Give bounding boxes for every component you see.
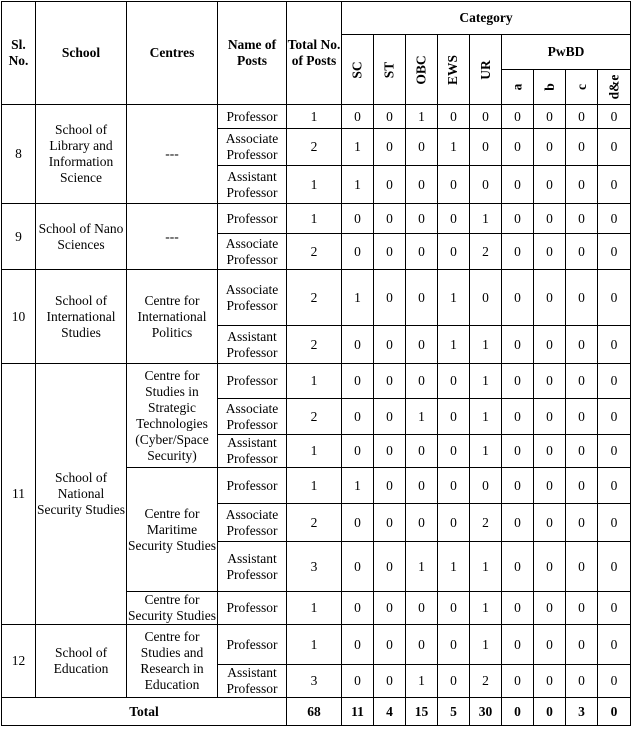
ur-cell: 0 bbox=[470, 105, 502, 129]
header-pwbd-de-label: d&e bbox=[606, 74, 622, 100]
header-pwbd-a-label: a bbox=[509, 83, 525, 91]
pwbd-a-cell: 0 bbox=[502, 625, 534, 665]
school-cell: School of Nano Sciences bbox=[36, 204, 127, 270]
pwbd-a-cell: 0 bbox=[502, 399, 534, 435]
total-posts-cell: 1 bbox=[287, 435, 342, 468]
sc-cell: 0 bbox=[342, 364, 374, 399]
st-cell: 0 bbox=[374, 665, 406, 698]
pwbd-c-cell: 0 bbox=[566, 326, 598, 364]
sc-cell: 0 bbox=[342, 204, 374, 234]
pwbd-a-cell: 0 bbox=[502, 592, 534, 625]
ews-cell: 1 bbox=[438, 270, 470, 326]
pwbd-b-cell: 0 bbox=[534, 364, 566, 399]
pwbd-c-cell: 0 bbox=[566, 129, 598, 166]
pwbd-b-cell: 0 bbox=[534, 326, 566, 364]
post-name-cell: Professor bbox=[218, 468, 287, 504]
st-cell: 0 bbox=[374, 625, 406, 665]
sl-no-cell: 10 bbox=[2, 270, 36, 364]
total-pwbd-c-cell: 3 bbox=[566, 698, 598, 726]
table-row bbox=[2, 625, 631, 665]
table-row bbox=[2, 105, 631, 129]
sl-no-cell: 8 bbox=[2, 105, 36, 204]
header-st bbox=[374, 35, 406, 105]
pwbd-b-cell: 0 bbox=[534, 504, 566, 542]
header-ur bbox=[470, 35, 502, 105]
pwbd-c-cell: 0 bbox=[566, 234, 598, 270]
pwbd-c-cell: 0 bbox=[566, 364, 598, 399]
sc-cell: 0 bbox=[342, 542, 374, 592]
pwbd-b-cell: 0 bbox=[534, 399, 566, 435]
pwbd-de-cell: 0 bbox=[598, 129, 631, 166]
posts-table bbox=[1, 1, 631, 726]
pwbd-b-cell: 0 bbox=[534, 234, 566, 270]
header-ews-label: EWS bbox=[445, 54, 461, 85]
table-row bbox=[2, 364, 631, 399]
sc-cell: 1 bbox=[342, 270, 374, 326]
table-body bbox=[2, 105, 631, 698]
st-cell: 0 bbox=[374, 105, 406, 129]
pwbd-c-cell: 0 bbox=[566, 592, 598, 625]
centre-cell: Centre for Security Studies bbox=[127, 592, 217, 623]
pwbd-b-cell: 0 bbox=[534, 105, 566, 129]
pwbd-a-cell: 0 bbox=[502, 468, 534, 504]
header-pwbd-b-label: b bbox=[541, 83, 557, 91]
sc-cell: 0 bbox=[342, 592, 374, 625]
obc-cell: 1 bbox=[406, 542, 438, 592]
pwbd-c-cell: 0 bbox=[566, 435, 598, 468]
total-ews-cell: 5 bbox=[438, 698, 470, 726]
header-total-posts: Total No. of Posts bbox=[287, 2, 342, 105]
centre-cell: Centre for International Politics bbox=[127, 270, 218, 364]
header-pwbd-c bbox=[566, 70, 598, 105]
sc-cell: 0 bbox=[342, 665, 374, 698]
pwbd-a-cell: 0 bbox=[502, 542, 534, 592]
header-centres: Centres bbox=[127, 2, 218, 105]
ews-cell: 1 bbox=[438, 326, 470, 364]
pwbd-de-cell: 0 bbox=[598, 542, 631, 592]
ews-cell: 0 bbox=[438, 435, 470, 468]
total-posts-cell: 1 bbox=[287, 105, 342, 129]
obc-cell: 0 bbox=[406, 625, 438, 665]
total-st-cell: 4 bbox=[374, 698, 406, 726]
sc-cell: 0 bbox=[342, 234, 374, 270]
header-ews bbox=[438, 35, 470, 105]
header-sc-label: SC bbox=[349, 60, 365, 79]
header-pwbd-b bbox=[534, 70, 566, 105]
school-cell: School of Library and Information Science bbox=[36, 105, 127, 204]
pwbd-a-cell: 0 bbox=[502, 105, 534, 129]
pwbd-de-cell: 0 bbox=[598, 468, 631, 504]
pwbd-a-cell: 0 bbox=[502, 504, 534, 542]
header-sl-no: Sl. No. bbox=[2, 2, 36, 105]
total-posts-cell: 3 bbox=[287, 542, 342, 592]
obc-cell: 0 bbox=[406, 435, 438, 468]
pwbd-c-cell: 0 bbox=[566, 625, 598, 665]
centre-cell: Centre for Studies in Strategic Technologies (Cyber/Space Security) bbox=[127, 364, 218, 468]
pwbd-a-cell: 0 bbox=[502, 270, 534, 326]
ur-cell: 1 bbox=[470, 542, 502, 592]
total-posts-cell: 1 bbox=[287, 364, 342, 399]
ews-cell: 0 bbox=[438, 364, 470, 399]
st-cell: 0 bbox=[374, 592, 406, 625]
total-ur-cell: 30 bbox=[470, 698, 502, 726]
ur-cell: 1 bbox=[470, 326, 502, 364]
obc-cell: 0 bbox=[406, 234, 438, 270]
ur-cell: 1 bbox=[470, 399, 502, 435]
sc-cell: 0 bbox=[342, 326, 374, 364]
pwbd-a-cell: 0 bbox=[502, 129, 534, 166]
ur-cell: 1 bbox=[470, 204, 502, 234]
sc-cell: 0 bbox=[342, 399, 374, 435]
pwbd-de-cell: 0 bbox=[598, 504, 631, 542]
total-posts-cell: 68 bbox=[287, 698, 342, 726]
header-pwbd-c-label: c bbox=[573, 84, 589, 90]
pwbd-b-cell: 0 bbox=[534, 468, 566, 504]
obc-cell: 0 bbox=[406, 592, 438, 625]
st-cell: 0 bbox=[374, 270, 406, 326]
pwbd-a-cell: 0 bbox=[502, 364, 534, 399]
ur-cell: 2 bbox=[470, 234, 502, 270]
header-obc bbox=[406, 35, 438, 105]
st-cell: 0 bbox=[374, 542, 406, 592]
pwbd-b-cell: 0 bbox=[534, 270, 566, 326]
post-name-cell: Associate Professor bbox=[218, 129, 287, 166]
pwbd-de-cell: 0 bbox=[598, 326, 631, 364]
total-sc-cell: 11 bbox=[342, 698, 374, 726]
st-cell: 0 bbox=[374, 204, 406, 234]
header-pwbd-a bbox=[502, 70, 534, 105]
total-row bbox=[2, 698, 631, 726]
pwbd-de-cell: 0 bbox=[598, 592, 631, 625]
total-posts-cell: 1 bbox=[287, 204, 342, 234]
ur-cell: 1 bbox=[470, 364, 502, 399]
header-name-of-posts: Name of Posts bbox=[218, 2, 287, 105]
obc-cell: 1 bbox=[406, 399, 438, 435]
post-name-cell: Assistant Professor bbox=[218, 435, 287, 468]
sc-cell: 0 bbox=[342, 105, 374, 129]
st-cell: 0 bbox=[374, 234, 406, 270]
st-cell: 0 bbox=[374, 504, 406, 542]
total-posts-cell: 2 bbox=[287, 504, 342, 542]
total-posts-cell: 1 bbox=[287, 468, 342, 504]
post-name-cell: Assistant Professor bbox=[218, 326, 287, 364]
pwbd-c-cell: 0 bbox=[566, 504, 598, 542]
pwbd-a-cell: 0 bbox=[502, 166, 534, 204]
sc-cell: 0 bbox=[342, 625, 374, 665]
pwbd-a-cell: 0 bbox=[502, 204, 534, 234]
obc-cell: 0 bbox=[406, 504, 438, 542]
header-pwbd: PwBD bbox=[502, 35, 631, 70]
pwbd-de-cell: 0 bbox=[598, 105, 631, 129]
ews-cell: 0 bbox=[438, 399, 470, 435]
pwbd-b-cell: 0 bbox=[534, 592, 566, 625]
ur-cell: 2 bbox=[470, 665, 502, 698]
pwbd-de-cell: 0 bbox=[598, 665, 631, 698]
centre-cell: Centre for Maritime Security Studies bbox=[127, 468, 218, 592]
pwbd-de-cell: 0 bbox=[598, 364, 631, 399]
st-cell: 0 bbox=[374, 326, 406, 364]
header-category: Category bbox=[342, 2, 631, 35]
pwbd-c-cell: 0 bbox=[566, 542, 598, 592]
ur-cell: 1 bbox=[470, 592, 502, 625]
pwbd-c-cell: 0 bbox=[566, 468, 598, 504]
ews-cell: 0 bbox=[438, 105, 470, 129]
total-posts-cell: 2 bbox=[287, 129, 342, 166]
total-posts-cell: 1 bbox=[287, 166, 342, 204]
sl-no-cell: 12 bbox=[2, 625, 36, 698]
ur-cell: 0 bbox=[470, 468, 502, 504]
ews-cell: 0 bbox=[438, 504, 470, 542]
post-name-cell: Professor bbox=[218, 105, 287, 129]
header-obc-label: OBC bbox=[413, 54, 429, 85]
st-cell: 0 bbox=[374, 166, 406, 204]
school-cell: School of International Studies bbox=[36, 270, 127, 364]
ews-cell: 1 bbox=[438, 129, 470, 166]
total-pwbd-b-cell: 0 bbox=[534, 698, 566, 726]
pwbd-de-cell: 0 bbox=[598, 435, 631, 468]
obc-cell: 0 bbox=[406, 166, 438, 204]
header-st-label: ST bbox=[381, 61, 397, 78]
header-pwbd-de bbox=[598, 70, 631, 105]
pwbd-b-cell: 0 bbox=[534, 435, 566, 468]
obc-cell: 0 bbox=[406, 129, 438, 166]
pwbd-c-cell: 0 bbox=[566, 665, 598, 698]
pwbd-c-cell: 0 bbox=[566, 270, 598, 326]
ur-cell: 1 bbox=[470, 435, 502, 468]
obc-cell: 0 bbox=[406, 468, 438, 504]
ews-cell: 0 bbox=[438, 234, 470, 270]
pwbd-b-cell: 0 bbox=[534, 542, 566, 592]
ews-cell: 0 bbox=[438, 204, 470, 234]
ur-cell: 1 bbox=[470, 625, 502, 665]
sc-cell: 0 bbox=[342, 435, 374, 468]
post-name-cell: Associate Professor bbox=[218, 234, 287, 270]
post-name-cell: Associate Professor bbox=[218, 504, 287, 542]
total-pwbd-a-cell: 0 bbox=[502, 698, 534, 726]
total-label: Total bbox=[2, 698, 287, 726]
obc-cell: 0 bbox=[406, 204, 438, 234]
post-name-cell: Professor bbox=[218, 204, 287, 234]
obc-cell: 1 bbox=[406, 105, 438, 129]
table-row bbox=[2, 204, 631, 234]
post-name-cell: Assistant Professor bbox=[218, 542, 287, 592]
ur-cell: 0 bbox=[470, 129, 502, 166]
sc-cell: 0 bbox=[342, 504, 374, 542]
total-posts-cell: 1 bbox=[287, 625, 342, 665]
school-cell: School of Education bbox=[36, 625, 127, 698]
pwbd-a-cell: 0 bbox=[502, 435, 534, 468]
pwbd-de-cell: 0 bbox=[598, 166, 631, 204]
total-posts-cell: 2 bbox=[287, 270, 342, 326]
ews-cell: 0 bbox=[438, 468, 470, 504]
pwbd-de-cell: 0 bbox=[598, 204, 631, 234]
obc-cell: 0 bbox=[406, 326, 438, 364]
ur-cell: 2 bbox=[470, 504, 502, 542]
ur-cell: 0 bbox=[470, 270, 502, 326]
st-cell: 0 bbox=[374, 399, 406, 435]
pwbd-de-cell: 0 bbox=[598, 270, 631, 326]
total-pwbd-de-cell: 0 bbox=[598, 698, 631, 726]
st-cell: 0 bbox=[374, 468, 406, 504]
pwbd-de-cell: 0 bbox=[598, 234, 631, 270]
pwbd-a-cell: 0 bbox=[502, 326, 534, 364]
pwbd-a-cell: 0 bbox=[502, 234, 534, 270]
pwbd-de-cell: 0 bbox=[598, 625, 631, 665]
sc-cell: 1 bbox=[342, 468, 374, 504]
pwbd-b-cell: 0 bbox=[534, 166, 566, 204]
post-name-cell: Assistant Professor bbox=[218, 166, 287, 204]
post-name-cell: Professor bbox=[218, 364, 287, 399]
header-ur-label: UR bbox=[477, 59, 493, 80]
post-name-cell: Associate Professor bbox=[218, 399, 287, 435]
ews-cell: 0 bbox=[438, 625, 470, 665]
pwbd-c-cell: 0 bbox=[566, 166, 598, 204]
sc-cell: 1 bbox=[342, 129, 374, 166]
total-posts-cell: 2 bbox=[287, 399, 342, 435]
post-name-cell: Assistant Professor bbox=[218, 665, 287, 698]
pwbd-b-cell: 0 bbox=[534, 129, 566, 166]
total-obc-cell: 15 bbox=[406, 698, 438, 726]
pwbd-a-cell: 0 bbox=[502, 665, 534, 698]
ur-cell: 0 bbox=[470, 166, 502, 204]
pwbd-c-cell: 0 bbox=[566, 204, 598, 234]
centre-cell: --- bbox=[127, 204, 218, 270]
sl-no-cell: 11 bbox=[2, 364, 36, 625]
total-posts-cell: 2 bbox=[287, 234, 342, 270]
post-name-cell: Professor bbox=[218, 625, 287, 665]
st-cell: 0 bbox=[374, 129, 406, 166]
pwbd-b-cell: 0 bbox=[534, 625, 566, 665]
school-cell: School of National Security Studies bbox=[36, 364, 127, 625]
table-row bbox=[2, 270, 631, 326]
total-posts-cell: 1 bbox=[287, 592, 342, 625]
post-name-cell: Associate Professor bbox=[218, 270, 287, 326]
pwbd-b-cell: 0 bbox=[534, 665, 566, 698]
obc-cell: 0 bbox=[406, 270, 438, 326]
ews-cell: 0 bbox=[438, 665, 470, 698]
sc-cell: 1 bbox=[342, 166, 374, 204]
sl-no-cell: 9 bbox=[2, 204, 36, 270]
obc-cell: 1 bbox=[406, 665, 438, 698]
st-cell: 0 bbox=[374, 364, 406, 399]
obc-cell: 0 bbox=[406, 364, 438, 399]
pwbd-c-cell: 0 bbox=[566, 105, 598, 129]
post-name-cell: Professor bbox=[218, 592, 287, 625]
ews-cell: 0 bbox=[438, 592, 470, 625]
centre-cell: --- bbox=[127, 105, 218, 204]
total-posts-cell: 2 bbox=[287, 326, 342, 364]
header-sc bbox=[342, 35, 374, 105]
ews-cell: 1 bbox=[438, 542, 470, 592]
pwbd-de-cell: 0 bbox=[598, 399, 631, 435]
centre-cell: Centre for Studies and Research in Education bbox=[127, 625, 218, 698]
total-posts-cell: 3 bbox=[287, 665, 342, 698]
pwbd-c-cell: 0 bbox=[566, 399, 598, 435]
ews-cell: 0 bbox=[438, 166, 470, 204]
header-school: School bbox=[36, 2, 127, 105]
st-cell: 0 bbox=[374, 435, 406, 468]
pwbd-b-cell: 0 bbox=[534, 204, 566, 234]
